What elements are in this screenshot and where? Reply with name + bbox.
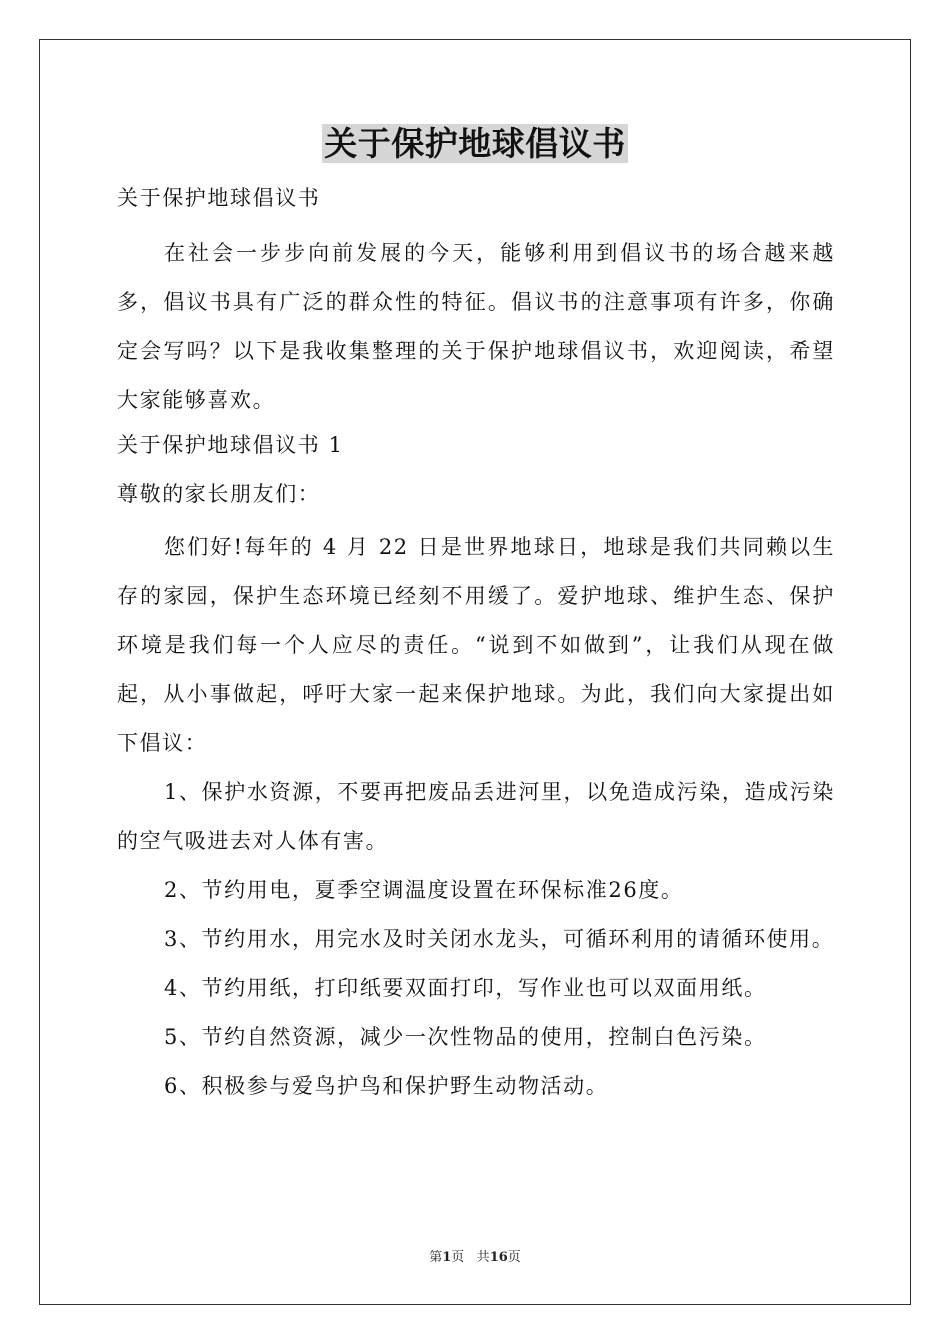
list-item: 3、节约用水，用完水及时关闭水龙头，可循环利用的请循环使用。 <box>164 927 835 951</box>
page-total: 16 <box>489 1250 508 1265</box>
intro-paragraph: 在社会一步步向前发展的今天，能够利用到倡议书的场合越来越多，倡议书具有广泛的群众性的特征。倡议书的注意事项有许多，你确定会写吗？以下是我收集整理的关于保护地球倡议书，欢迎阅读，希望大家能够喜欢。 <box>117 241 835 412</box>
page-current: 1 <box>442 1250 452 1265</box>
salutation: 尊敬的家长朋友们： <box>117 482 321 506</box>
list-item: 2、节约用电，夏季空调温度设置在环保标准26度。 <box>164 878 684 902</box>
list-item: 4、节约用纸，打印纸要双面打印，写作业也可以双面用纸。 <box>164 976 767 1000</box>
list-item: 5、节约自然资源，减少一次性物品的使用，控制白色污染。 <box>164 1025 767 1049</box>
page-footer <box>0 1246 950 1265</box>
document-body <box>117 180 835 1111</box>
page-suffix: 页 <box>451 1250 465 1265</box>
body-paragraph: 您们好!每年的 4 月 22 日是世界地球日，地球是我们共同赖以生存的家园，保护生态环境已经刻不用缓了。爱护地球、维护生态、保护环境是我们每一个人应尽的责任。“说到不如做到”，让我们从现在做起，从小事做起，呼吁大家一起来保护地球。为此，我们向大家提出如下倡议： <box>117 535 835 755</box>
list-item: 1、保护水资源，不要再把废品丢进河里，以免造成污染，造成污染的空气吸进去对人体有害。 <box>117 780 835 853</box>
subtitle: 关于保护地球倡议书 <box>117 186 321 210</box>
section-heading: 关于保护地球倡议书 1 <box>117 433 344 457</box>
document-title: 关于保护地球倡议书 <box>324 124 626 163</box>
page-prefix: 第 <box>429 1250 443 1265</box>
total-prefix: 共 <box>476 1250 490 1265</box>
total-suffix: 页 <box>507 1250 521 1265</box>
list-item: 6、积极参与爱鸟护鸟和保护野生动物活动。 <box>164 1074 609 1098</box>
document-title-wrap <box>0 122 950 166</box>
